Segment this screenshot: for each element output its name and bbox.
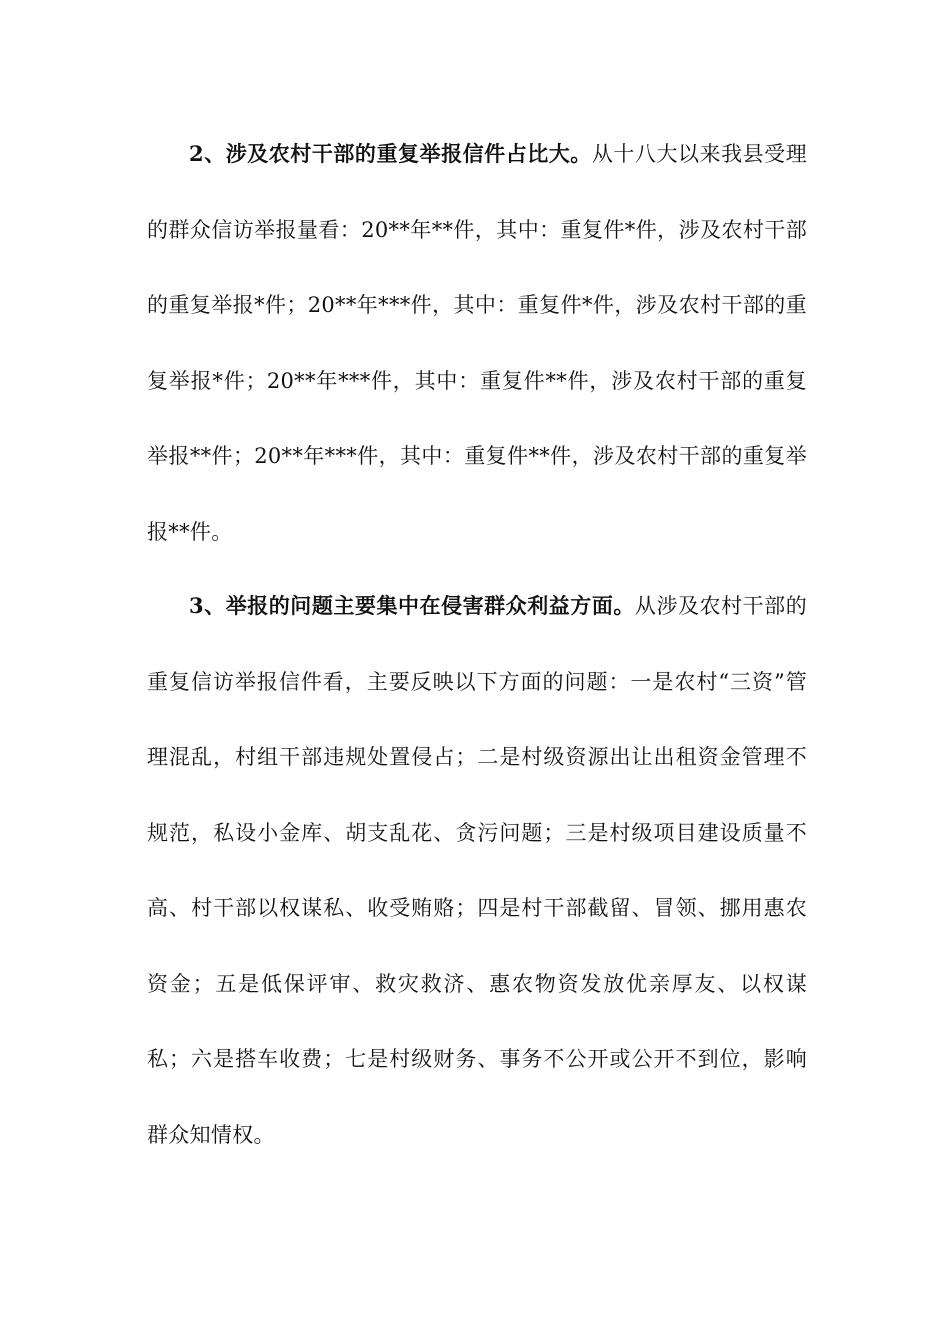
paragraph-heading: 3、举报的问题主要集中在侵害群众利益方面。	[189, 593, 635, 618]
paragraph-repeat-reports	[147, 116, 807, 570]
paragraph-heading: 2、涉及农村干部的重复举报信件占比大。	[189, 141, 592, 166]
paragraph-report-issues	[147, 568, 807, 1173]
paragraph-body: 从十八大以来我县受理的群众信访举报量看：20**年**件，其中：重复件*件，涉及农村干部的重复举报*件；20**年***件，其中：重复件*件，涉及农村干部的重复举报*件；20**年***件，其中：重复件**件，涉及农村干部的重复举报**件；20**年***件，其中：重复件**件，涉及农村干部的重复举报**件。	[147, 142, 808, 544]
paragraph-body: 从涉及农村干部的重复信访举报信件看，主要反映以下方面的问题：一是农村“三资”管理混乱，村组干部违规处置侵占；二是村级资源出让出租资金管理不规范，私设小金库、胡支乱花、贪污问题；三是村级项目建设质量不高、村干部以权谋私、收受贿赂；四是村干部截留、冒领、挪用惠农资金；五是低保评审、救灾救济、惠农物资发放优亲厚友、以权谋私；六是搭车收费；七是村级财务、事务不公开或公开不到位，影响群众知情权。	[147, 594, 807, 1147]
